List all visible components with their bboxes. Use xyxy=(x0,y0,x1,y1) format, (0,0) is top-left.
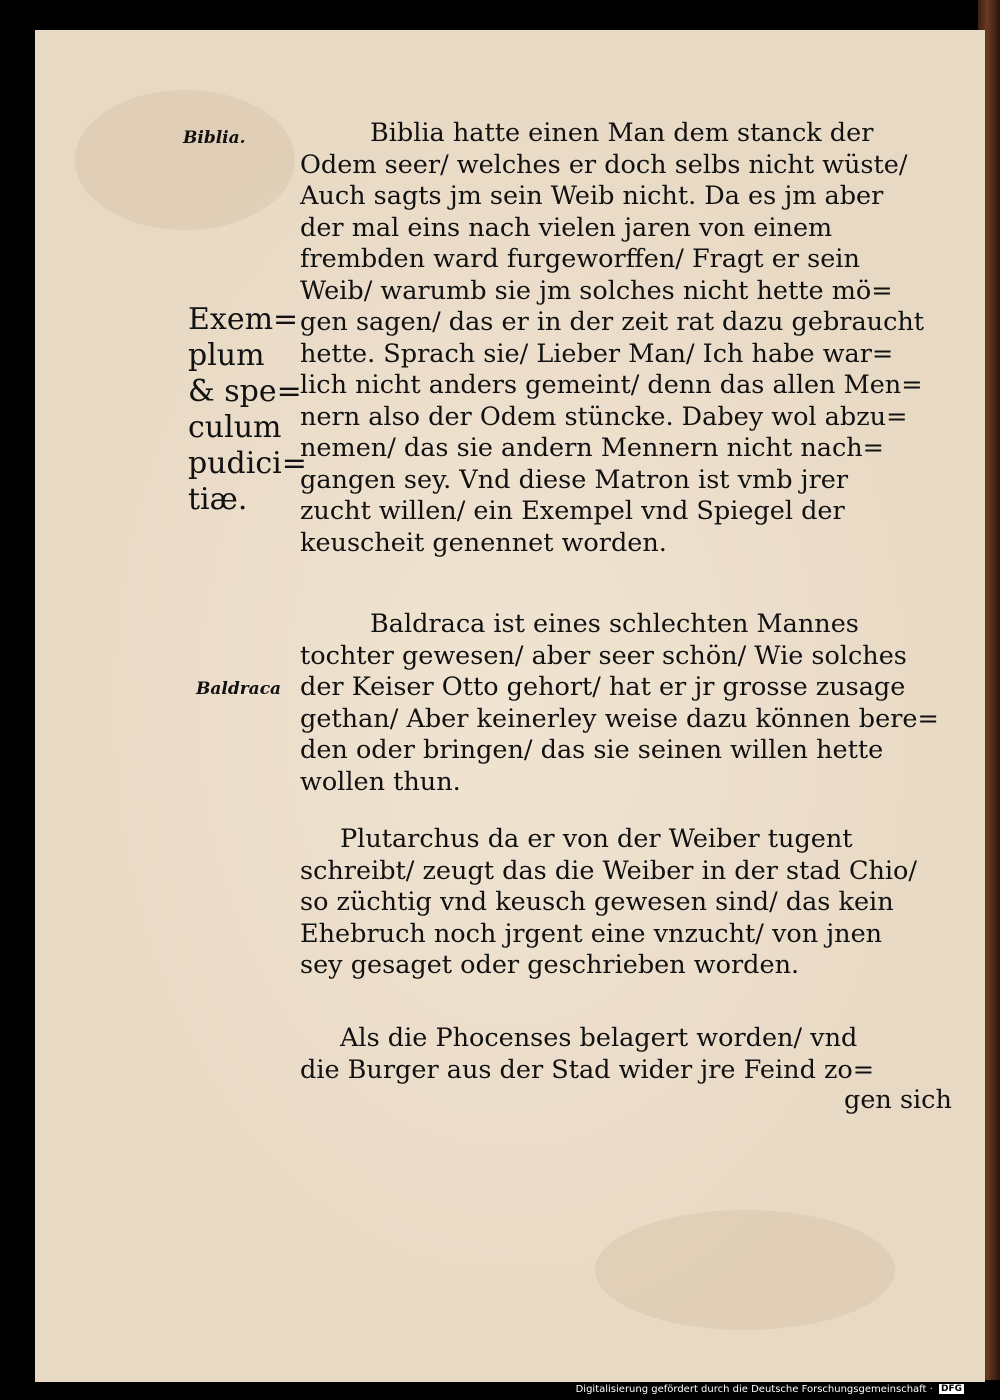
text-line: gen sagen/ das er in der zeit rat dazu gebraucht xyxy=(300,307,925,337)
text-line: schreibt/ zeugt das die Weiber in der stad Chio/ xyxy=(300,855,917,886)
margin-note-line: plum xyxy=(188,338,265,373)
paper-stain xyxy=(75,90,295,230)
footer-credit xyxy=(576,1384,964,1395)
text-line: der Keiser Otto gehort/ hat er jr grosse zusage xyxy=(300,672,906,702)
margin-note-line: & spe= xyxy=(188,374,302,409)
text-line: nemen/ das sie andern Mennern nicht nach= xyxy=(300,433,885,463)
text-line: die Burger aus der Stad wider jre Feind zo= xyxy=(300,1054,875,1085)
margin-note-line: tiæ. xyxy=(188,482,248,517)
text-line: gethan/ Aber keinerley weise dazu können bere= xyxy=(300,703,939,734)
margin-note-line: Exem= xyxy=(188,302,299,337)
text-line: Auch sagts jm sein Weib nicht. Da es jm aber xyxy=(300,181,884,211)
margin-note-baldraca: Baldraca xyxy=(196,679,282,699)
paper-stain xyxy=(595,1210,895,1330)
text-line: wollen thun. xyxy=(300,766,461,797)
text-line: der mal eins nach vielen jaren von einem xyxy=(300,212,833,243)
text-line: keuscheit genennet worden. xyxy=(300,527,667,558)
text-line: Ehebruch noch jrgent eine vnzucht/ von jnen xyxy=(300,918,883,949)
paragraph-baldraca xyxy=(300,609,939,798)
text-line: tochter gewesen/ aber seer schön/ Wie solches xyxy=(300,640,907,671)
margin-note-biblia: Biblia. xyxy=(183,128,246,148)
text-line: frembden ward furgeworffen/ Fragt er sein xyxy=(300,244,860,274)
text-line: so züchtig vnd keusch gewesen sind/ das kein xyxy=(300,887,894,917)
text-line: den oder bringen/ das sie seinen willen hette xyxy=(300,735,884,765)
text-line: Biblia hatte einen Man dem stanck der xyxy=(370,118,874,148)
text-line: Weib/ warumb sie jm solches nicht hette mö= xyxy=(300,275,893,306)
paragraph-phocenses xyxy=(300,1023,930,1086)
text-line: lich nicht anders gemeint/ denn das allen Men= xyxy=(300,370,923,400)
text-line: Als die Phocenses belagert worden/ vnd xyxy=(340,1023,858,1053)
margin-note-line: pudici= xyxy=(188,446,307,481)
footer-text: Digitalisierung gefördert durch die Deutsche Forschungsgemeinschaft · xyxy=(575,1384,933,1395)
dfg-logo: DFG xyxy=(940,1384,962,1394)
text-line: nern also der Odem stüncke. Dabey wol abzu= xyxy=(300,401,908,432)
text-line: gangen sey. Vnd diese Matron ist vmb jrer xyxy=(300,464,849,495)
text-line: Baldraca ist eines schlechten Mannes xyxy=(370,609,859,639)
catchword: gen sich xyxy=(844,1085,952,1115)
text-line: sey gesaget oder geschrieben worden. xyxy=(300,950,800,980)
text-line: hette. Sprach sie/ Lieber Man/ Ich habe war= xyxy=(300,338,894,369)
text-line: Odem seer/ welches er doch selbs nicht wüste/ xyxy=(300,149,908,180)
margin-note-line: culum xyxy=(188,410,282,445)
margin-note-exemplum xyxy=(188,302,307,518)
paragraph-plutarchus xyxy=(300,824,930,982)
text-line: zucht willen/ ein Exempel vnd Spiegel der xyxy=(300,496,845,526)
text-line: Plutarchus da er von der Weiber tugent xyxy=(340,824,853,854)
paragraph-biblia xyxy=(300,118,930,559)
